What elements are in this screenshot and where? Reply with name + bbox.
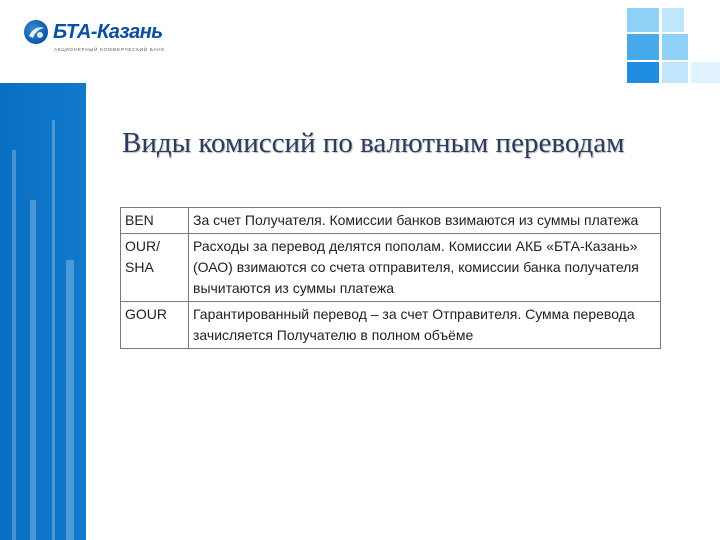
bank-emblem-icon [24, 20, 48, 44]
table-row [121, 234, 661, 302]
decorative-stripe [12, 150, 16, 540]
logo-text: БТА-Казань [53, 21, 163, 43]
fee-description: Гарантированный перевод – за счет Отправителя. Сумма перевода зачисляется Получателю в полном объёме [189, 302, 661, 349]
decorative-stripe [66, 260, 74, 540]
fee-code: GOUR [121, 302, 189, 349]
slide-title: Виды комиссий по валютным переводам [122, 127, 625, 159]
decorative-square [662, 34, 688, 60]
decorative-square [627, 34, 659, 60]
table-row [121, 302, 661, 349]
bank-logo [24, 20, 164, 60]
logo-tagline: АКЦИОНЕРНЫЙ КОММЕРЧЕСКИЙ БАНК [54, 47, 165, 52]
fee-code: BEN [121, 208, 189, 234]
decorative-stripe [30, 200, 36, 540]
slide-content [86, 83, 720, 540]
decorative-stripe [52, 120, 55, 540]
fees-table [120, 207, 661, 349]
table-row [121, 208, 661, 234]
fee-code: OUR/ SHA [121, 234, 189, 302]
fee-description: Расходы за перевод делятся пополам. Комиссии АКБ «БТА-Казань» (ОАО) взимаются со счета отправителя, комиссии банка получателя вычитаются из суммы платежа [189, 234, 661, 302]
decorative-square [662, 8, 684, 32]
decorative-square [627, 8, 659, 32]
fee-description: За счет Получателя. Комиссии банков взимаются из суммы платежа [189, 208, 661, 234]
